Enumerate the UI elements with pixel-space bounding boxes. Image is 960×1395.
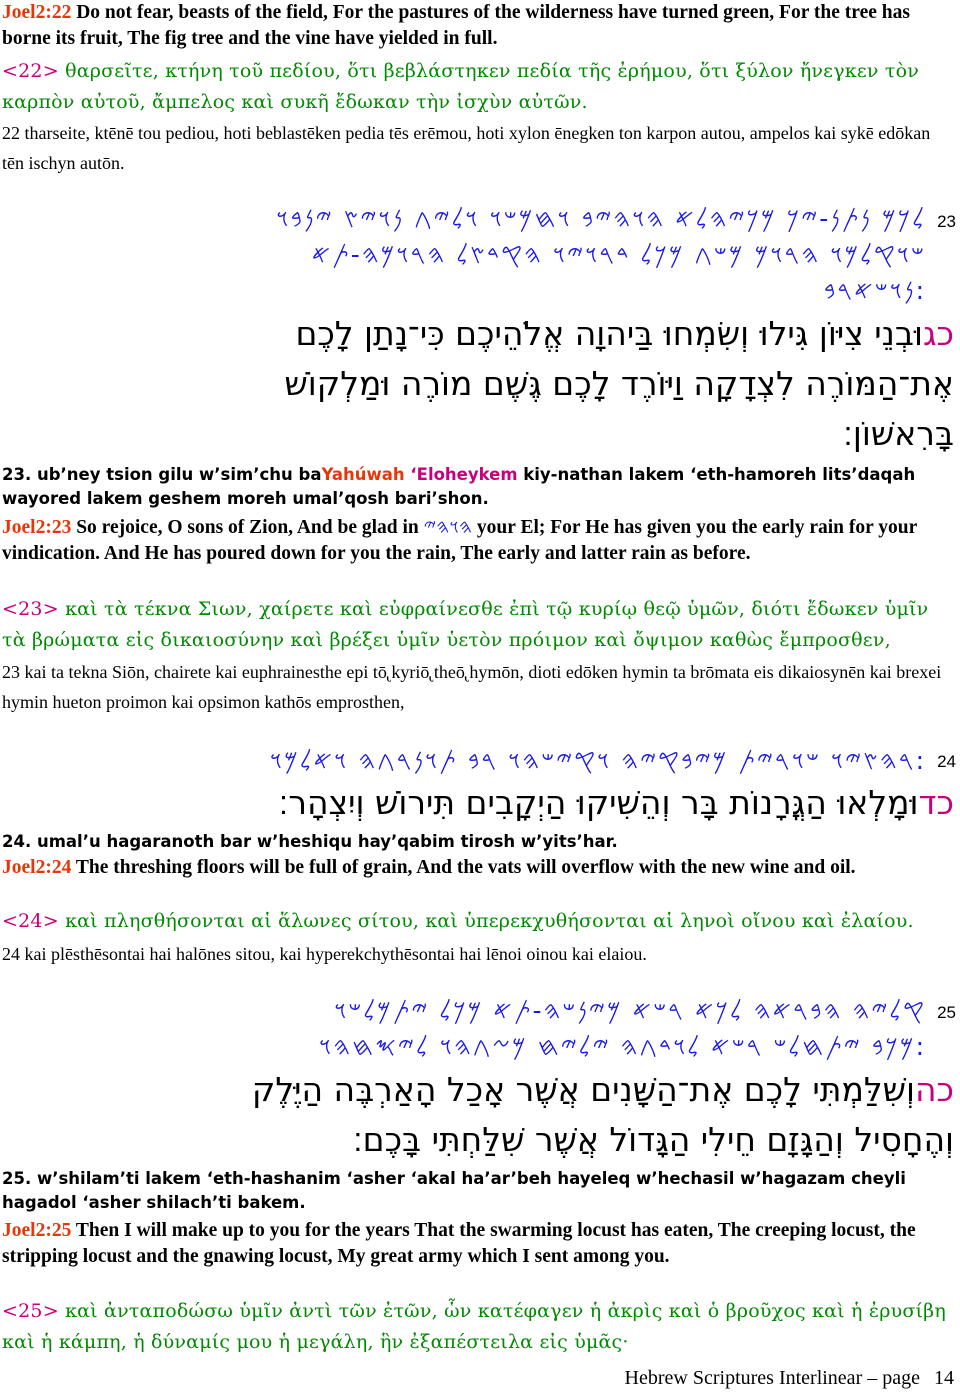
v25-english-text: Then I will make up to you for the years That the swarming locust has eaten, The creeping locust, the stripping locust and the gnawing locust, My great army which I sent among you.	[2, 1220, 916, 1267]
v23-hebrew-text-1: וּבְנֵי צִיּוֹן גִּילוּ וְשִׂמְחוּ בַּיהוָה אֱלֹהֵיכֶם כִּי־נָתַן לָכֶם	[295, 314, 923, 353]
v23-greek-num: <23>	[2, 598, 59, 620]
v23-translit-hebrew	[2, 463, 954, 511]
v24-hebrew-line-1	[20, 775, 954, 831]
v23-english	[2, 514, 954, 567]
v23-hebrew-num: כג	[922, 314, 954, 353]
v24-paleo-line-1: :𐤓𐤄𐤑𐤉𐤅 𐤔𐤅𐤓𐤉𐤕 𐤌𐤉𐤁𐤒𐤉𐤄 𐤅𐤒𐤉𐤔𐤄𐤅 𐤓𐤁 𐤕𐤅𐤍𐤓𐤂𐤄 𐤅𐤀𐤋𐤌𐤅	[269, 746, 926, 775]
v23-hebrew-line-2: אֶת־הַמּוֹרֶה לִצְדָקָה וַיּוֹרֶד לָכֶם גֶּשֶׁם מוֹרֶה וּמַלְקוֹשׁ	[284, 364, 954, 403]
v22-english-text: Do not fear, beasts of the field, For the pastures of the wilderness have turned green, For the tree has borne its fruit, The fig tree and the vine have yielded in full.	[2, 2, 910, 49]
v24-ref: Joel2:24	[2, 857, 72, 878]
v22-translit: 22 tharseite, ktēnē tou pediou, hoti beblastēken pedia tēs erēmou, hoti xylon ēnegken ton karpon autou, ampelos kai sykē edōkan tēn ischyn autōn.	[2, 123, 931, 173]
footer-page-label: page	[882, 1367, 920, 1389]
v24-paleo-num: 24	[937, 752, 956, 771]
v23-translit-c: kiy-nathan lakem ‘eth-hamoreh lits’daqah wayored lakem geshem moreh umal’qosh bari’shon.	[2, 465, 916, 508]
v24-translit: 24 kai plēsthēsontai hai halōnes sitou, kai hyperekchythēsontai hai lēnoi oinou kai elaiou.	[2, 944, 647, 964]
v22-greek-text: θαρσεῖτε, κτήνη τοῦ πεδίου, ὅτι βεβλάστηκεν πεδία τῆς ἐρήμου, ὅτι ξύλον ἤνεγκεν τὸν καρπὸν αὐτοῦ, ἄμπελος καὶ συκῆ ἔδωκαν τὴν ἰσχὺν αὐτῶν.	[2, 60, 919, 113]
v23-translit: 23 kai ta tekna Siōn, chairete kai euphrainesthe epi tō̢ kyriō̢ theō̢ hymōn, dioti edōken hymin ta brōmata eis dikaiosynēn kai brexei hymin hueton proimon kai opsimon kathōs emprosthen,	[2, 662, 942, 712]
v23-paleo-num: 23	[937, 212, 956, 231]
v23-english-a: So rejoice, O sons of Zion, And be glad in	[71, 517, 424, 538]
v24-greek-text: καὶ πλησθήσονται αἱ ἅλωνες σίτου, καὶ ὑπερεκχυθήσονται αἱ ληνοὶ οἴνου καὶ ἐλαίου.	[58, 910, 914, 932]
v23-greek-text: καὶ τὰ τέκνα Σιων, χαίρετε καὶ εὐφραίνεσθε ἐπὶ τῷ κυρίῳ θεῷ ὑμῶν, διότι ἔδωκεν ὑμῖν τὰ βρώματα εἰς δικαιοσύνην καὶ βρέξει ὑμῖν ὑετὸν πρόιμον καὶ ὄψιμον καθὼς ἔμπροσθεν,	[2, 598, 929, 651]
v24-translit-hebrew: 24. umal’u hagaranoth bar w’heshiqu hay’qabim tirosh w’yits’har.	[2, 832, 618, 851]
v22-english	[2, 0, 954, 52]
v22-greek	[2, 56, 954, 118]
v24-hebrew-text-1: וּמָלְאוּ הַגֳּרָנוֹת בָּר וְהֵשִׁיקוּ הַיְקָבִים תִּירוֹשׁ וְיִצְהָר׃	[278, 783, 919, 822]
v23-paleo-line-1: 𐤋𐤊𐤌 𐤍𐤕𐤍-𐤉𐤊 𐤌𐤊𐤉𐤄𐤋𐤀 𐤄𐤅𐤄𐤉𐤁 𐤅𐤇𐤌𐤔𐤅 𐤅𐤋𐤉𐤂 𐤍𐤅𐤉𐤑 𐤉𐤍𐤁𐤅	[276, 204, 926, 233]
v25-hebrew-line-2: וְהֶחָסִיל וְהַגָּזָם חֵילִי הַגָּדוֹל אֲשֶׁר שִׁלַּחְתִּי בָּכֶם׃	[352, 1120, 954, 1159]
page-number: 14	[934, 1367, 954, 1389]
footer-title: Hebrew Scriptures Interlinear	[624, 1367, 863, 1389]
v23-hebrew-line-1	[20, 306, 954, 362]
v24-english	[2, 855, 954, 881]
v23-greek	[2, 594, 954, 656]
v25-greek-num: <25>	[2, 1300, 59, 1322]
v25-hebrew-text-1: וְשִׁלַּמְתִּי לָכֶם אֶת־הַשָּׁנִים אֲשֶׁר אָכַל הָאַרְבֶּה הַיֶּלֶק	[251, 1070, 915, 1109]
v22-ref: Joel2:22	[2, 2, 72, 23]
v23-hebrew-line-3: בָּרִאשׁוֹן׃	[843, 414, 954, 453]
v23-translit-a: 23. ub’ney tsion gilu w’sim’chu ba	[2, 465, 322, 484]
v23-ref: Joel2:23	[2, 517, 72, 538]
v25-paleo-line-1: 𐤒𐤋𐤉𐤄 𐤄𐤁𐤓𐤀𐤄 𐤋𐤊𐤀 𐤓𐤔𐤀 𐤌𐤉𐤍𐤔𐤄-𐤕𐤀 𐤌𐤊𐤋 𐤉𐤕𐤌𐤋𐤔𐤅	[334, 996, 926, 1025]
v23-paleo-line-3: :𐤍𐤅𐤔𐤀𐤓𐤁	[823, 276, 926, 305]
v25-ref: Joel2:25	[2, 1220, 72, 1241]
v25-greek-text: καὶ ἀνταποδώσω ὑμῖν ἀντὶ τῶν ἐτῶν, ὧν κατέφαγεν ἡ ἀκρὶς καὶ ὁ βροῦχος καὶ ἡ ἐρυσίβη καὶ ἡ κάμπη, ἡ δύναμίς μου ἡ μεγάλη, ἣν ἐξαπέστειλα εἰς ὑμᾶς·	[2, 1300, 946, 1353]
footer-dash: –	[867, 1367, 878, 1389]
v25-english	[2, 1218, 954, 1270]
v25-hebrew-num: כה	[914, 1070, 954, 1109]
v23-paleo-line-2: 𐤔𐤅𐤒𐤋𐤌𐤅 𐤄𐤓𐤅𐤌 𐤌𐤔𐤂 𐤌𐤊𐤋 𐤃𐤓𐤅𐤉𐤅 𐤄𐤒𐤃𐤑𐤋 𐤄𐤓𐤅𐤌𐤄-𐤕𐤀	[311, 240, 926, 269]
v24-hebrew-num: כד	[918, 783, 954, 822]
v23-english-divine-name: 𐤄𐤅𐤄𐤉	[423, 515, 473, 538]
page-footer	[625, 1367, 954, 1390]
v25-paleo-line-2: :𐤌𐤊𐤁 𐤉𐤕𐤇𐤋𐤔 𐤓𐤔𐤀 𐤋𐤅𐤃𐤂𐤄 𐤉𐤋𐤉𐤇 𐤌𐤆𐤂𐤄𐤅 𐤋𐤉𐤎𐤇𐤄𐤅	[319, 1032, 926, 1061]
v23-english-b: your El; For He has given you the early rain for your vindication. And He has poured down for you the rain, The early and latter rain as before.	[2, 517, 917, 564]
v25-paleo-num: 25	[937, 1003, 956, 1022]
v23-translit-yah: Yahúwah	[321, 465, 405, 484]
v22-greek-num: <22>	[2, 60, 59, 82]
v24-english-text: The threshing floors will be full of grain, And the vats will overflow with the new wine and oil.	[71, 857, 856, 878]
v23-translit-elo: ‘Eloheykem	[410, 465, 518, 484]
v25-translit-hebrew: 25. w’shilam’ti lakem ‘eth-hashanim ‘asher ‘akal ha’ar’beh hayeleq w’hechasil w’hagazam cheyli hagadol ‘asher shilach’ti bakem.	[2, 1169, 906, 1212]
v25-hebrew-line-1	[20, 1062, 954, 1118]
v24-greek-num: <24>	[2, 910, 59, 932]
v24-greek	[2, 906, 954, 937]
v25-greek	[2, 1296, 954, 1358]
